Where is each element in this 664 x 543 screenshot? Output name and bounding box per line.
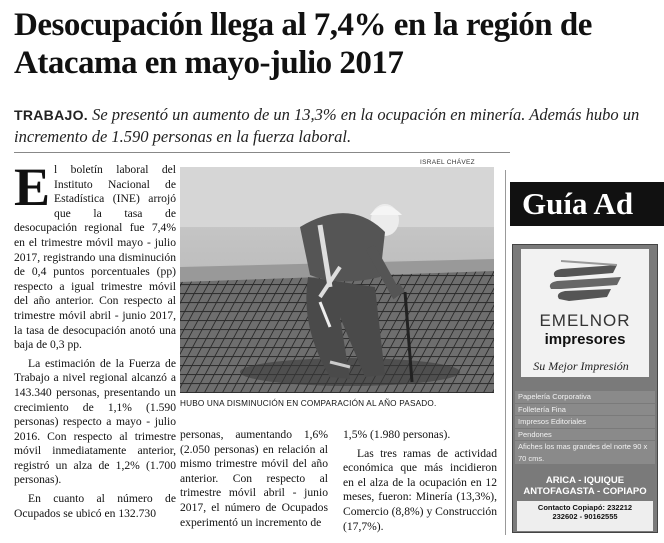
column-divider (505, 170, 506, 535)
ad-cities (513, 475, 657, 497)
paragraph-text: l boletín laboral del Instituto Nacional de Estadística (INE) arrojó que la tasa de desocupación regional fue 7,4% en el trimestre móvil mayo - julio 2017, registrando una disminución de 0,4 puntos porcentuales (pp) respecto a igual trimestre móvil del año anterior. Con respecto al trimestre móvil abril - junio 2017, la tasa de desocupación anotó una baja de 0,3 pp. (14, 163, 176, 352)
article-paragraph: personas, aumentando 1,6% (2.050 personas) en relación al mismo trimestre móvil del año anterior. Con respecto al trimestre móvil abril - junio 2017, el número de Ocupados experimentó un incremento de (180, 428, 328, 529)
article-column-3 (343, 428, 497, 534)
ad-service-item: Folletería Fina (515, 404, 655, 416)
ad-logo-card (521, 249, 649, 377)
photo-caption: HUBO UNA DISMINUCIÓN EN COMPARACIÓN AL AÑO PASADO. (180, 399, 437, 408)
emelnor-ad[interactable] (512, 244, 658, 533)
drop-cap: E (14, 157, 51, 217)
ad-service-item: Afiches los mas grandes del norte 90 x 70 cms. (515, 441, 655, 464)
news-photo (180, 167, 494, 393)
ad-contact-label: Contacto Copiapó: 232212 (537, 503, 633, 512)
article-paragraph: La estimación de la Fuerza de Trabajo a nivel regional alcanzó a 143.340 personas, presentando un crecimiento de 1,1% (1.590 personas) respecto a mayo - julio 2016. Con respecto al trimestre móvil inmediatamente anterior, registró un alza de 1,2% (1.700 personas). (14, 356, 176, 487)
guia-banner (510, 182, 664, 226)
deck-kicker: TRABAJO. (14, 107, 88, 123)
ad-service-item: Impresos Editoriales (515, 416, 655, 428)
photo-credit: ISRAEL CHÁVEZ (420, 159, 475, 166)
article-column-1 (14, 157, 176, 521)
worker-photo-illustration (180, 167, 494, 393)
deck (14, 104, 664, 147)
article-column-2 (180, 428, 328, 530)
ad-contact (517, 501, 653, 531)
article-paragraph (14, 157, 176, 353)
deck-rule (14, 152, 510, 153)
ad-cities-line: ANTOFAGASTA - COPIAPO (523, 486, 647, 497)
ad-brand: EMELNOR (539, 311, 631, 330)
deck-text: Se presentó un aumento de un 13,3% en la ocupación en minería. Además hubo un incremento de 1.590 personas en la fuerza laboral. (14, 105, 640, 146)
ad-service-item: Pendones (515, 429, 655, 441)
ad-service-item: Papelería Corporativa (515, 391, 655, 403)
guia-title: Guía Ad (522, 186, 634, 221)
ad-cities-line: ARICA - IQUIQUE (545, 475, 625, 486)
ad-services-list (515, 391, 655, 465)
headline: Desocupación llega al 7,4% en la región de Atacama en mayo-julio 2017 (14, 7, 592, 81)
ad-tagline: Su Mejor Impresión (533, 359, 629, 373)
emelnor-logo-icon (521, 249, 649, 309)
ad-brand-sub: impresores (544, 331, 626, 348)
article-paragraph: Las tres ramas de actividad económica que más incidieron en el alza de la ocupación en 12 meses, fueron: Minería (13,3%), Comercio (8,8%) y Construcción (17,7%). (343, 446, 497, 533)
article-paragraph: 1,5% (1.980 personas). (343, 428, 451, 441)
ad-contact-phones: 232602 - 90162555 (552, 512, 618, 521)
article-paragraph: En cuanto al número de Ocupados se ubicó en 132.730 (14, 492, 176, 520)
